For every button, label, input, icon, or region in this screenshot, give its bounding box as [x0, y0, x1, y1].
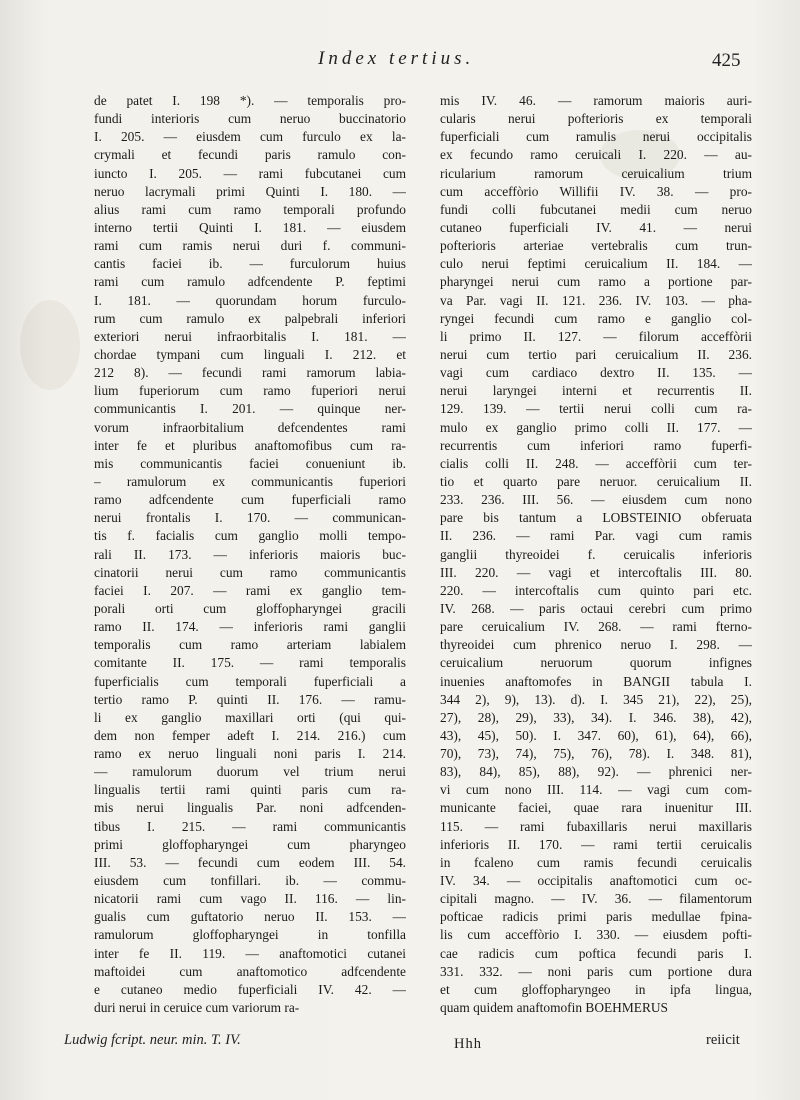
text-line: ganglii thyreoidei f. ceruicalis inferioris [440, 546, 752, 562]
text-line: fuperficiali cum ramulis nerui occipitalis [440, 129, 752, 145]
text-line: primi gloffopharyngei cum pharyngeo [94, 836, 406, 852]
text-line: cinatorii nerui cum ramo communicantis [94, 564, 406, 580]
text-line: recurrentis cum inferiori ramo fuperfi- [440, 437, 752, 453]
text-line: maftoidei cum anaftomotico adfcendente [94, 963, 406, 979]
text-line: mis IV. 46. — ramorum maioris auri- [440, 93, 752, 108]
text-line: municante faciei, quae rara inuenitur III. [440, 800, 752, 816]
text-line: et cum gloffopharyngeo in ipfa lingua, [440, 981, 752, 997]
text-line: inferioris II. 170. — rami tertii ceruicalis [440, 836, 752, 852]
text-line: II. 236. — rami Par. vagi cum ramis [440, 528, 752, 544]
text-line: pofticae radicis primi paris medullae fpina- [440, 909, 752, 925]
text-line: ex fecundo ramo ceruicali I. 220. — au- [440, 147, 752, 163]
text-line: li ex ganglio maxillari orti (qui qui- [94, 709, 406, 725]
text-line: ramo adfcendente cum fuperficiali ramo [94, 492, 406, 508]
text-line: 83), 84), 85), 88), 92). — phrenici ner- [440, 764, 752, 780]
text-line: tertio ramo P. quinti II. 176. — ramu- [94, 691, 406, 707]
text-line: 212 8). — fecundi rami ramorum labia- [94, 365, 406, 381]
text-line: ramo II. 174. — inferioris rami ganglii [94, 619, 406, 635]
text-line: inter fe II. 119. — anaftomotici cutanei [94, 945, 406, 961]
running-title: Index tertius. [318, 48, 475, 69]
text-line: IV. 268. — paris octaui cerebri cum primo [440, 600, 752, 616]
text-line: e cutaneo medio fuperficiali IV. 42. — [94, 981, 406, 997]
text-line: cutaneo fuperficiali IV. 41. — nerui [440, 219, 752, 235]
text-line: nicatorii rami cum vago II. 116. — lin- [94, 891, 406, 907]
text-line: porali orti cum gloffopharyngei gracili [94, 600, 406, 616]
text-line: lium fuperiorum cum ramo fuperiori nerui [94, 383, 406, 399]
text-line: comitante II. 175. — rami temporalis [94, 655, 406, 671]
text-line: 70), 73), 74), 75), 76), 78). I. 348. 81), [440, 746, 752, 762]
text-line: culo nerui feptimi ceruicalium II. 184. — [440, 256, 752, 272]
text-line: eiusdem cum tonfillari. ib. — commu- [94, 873, 406, 889]
text-line: iuncto I. 205. — rami fubcutanei cum [94, 165, 406, 181]
text-line: mis communicantis faciei conueniunt ib. [94, 455, 406, 471]
text-line: va Par. vagi II. 121. 236. IV. 103. — pha- [440, 292, 752, 308]
text-line: I. 181. — quorundam horum furculo- [94, 292, 406, 308]
text-line: inuenies anaftomofes in BANGII tabula I. [440, 673, 752, 689]
text-line: gualis cum guftatorio neruo II. 153. — [94, 909, 406, 925]
text-line: fuperficialis cum temporali fuperficiali a [94, 673, 406, 689]
text-line: mis nerui lingualis Par. noni adfcenden- [94, 800, 406, 816]
text-line: 344 2), 9), 13). d). I. 345 21), 22), 25), [440, 691, 752, 707]
text-line: ryngei fecundi cum ramo e ganglio col- [440, 310, 752, 326]
text-line: fundi colli fubcutanei medii cum neruo [440, 201, 752, 217]
text-line: tio et quarto pare neruor. ceruicalium II. [440, 473, 752, 489]
text-line: ricularium ramorum ceruicalium trium [440, 165, 752, 181]
text-line: – ramulorum ex communicantis fuperiori [94, 473, 406, 489]
text-line: faciei I. 207. — rami ex ganglio tem- [94, 582, 406, 598]
text-line: exteriori nerui infraorbitalis I. 181. — [94, 328, 406, 344]
text-line: li primo II. 127. — filorum acceffòrii [440, 328, 752, 344]
text-line: rali II. 173. — inferioris maioris buc- [94, 546, 406, 562]
text-line: ramulorum gloffopharyngei in tonfilla [94, 927, 406, 943]
text-line: — ramulorum duorum vel trium nerui [94, 764, 406, 780]
text-line: vagi cum cardiaco dextro II. 135. — [440, 365, 752, 381]
text-line: quam quidem anaftomofin BOEHMERUS [440, 1000, 668, 1016]
text-line: thyreoidei cum phrenico neruo I. 298. — [440, 637, 752, 653]
text-line: vi cum nono III. 114. — vagi cum com- [440, 782, 752, 798]
text-line: ceruicalium neruorum quorum infignes [440, 655, 752, 671]
text-line: in fcaleno cum ramis fecundi ceruicalis [440, 854, 752, 870]
left-text-column [94, 92, 406, 1017]
text-line: fundi interioris cum neruo buccinatorio [94, 111, 406, 127]
text-line: pare ceruicalium IV. 268. — rami fterno- [440, 619, 752, 635]
right-text-column [440, 92, 752, 1017]
text-line: III. 53. — fecundi cum eodem III. 54. [94, 854, 406, 870]
text-line: cantis faciei ib. — furculorum huius [94, 256, 406, 272]
text-line: communicantis I. 201. — quinque ner- [94, 401, 406, 417]
text-line: cae radicis cum poftica fecundi paris I. [440, 945, 752, 961]
text-line: 27), 28), 29), 33), 34). I. 346. 38), 42), [440, 709, 752, 725]
text-line: cularis nerui pofterioris ex temporali [440, 111, 752, 127]
text-line: rami cum ramulo adfcendente P. feptimi [94, 274, 406, 290]
text-line: 43), 45), 50). I. 347. 60), 61), 64), 66), [440, 727, 752, 743]
footer-signature-line: Ludwig fcript. neur. min. T. IV. [64, 1032, 241, 1048]
text-line: nerui frontalis I. 170. — communican- [94, 510, 406, 526]
text-line: tis f. facialis cum ganglio molli tempo- [94, 528, 406, 544]
text-line: cialis colli II. 248. — acceffòrii cum ter- [440, 455, 752, 471]
footer-signature-mark: Hhh [454, 1036, 482, 1052]
text-line: de patet I. 198 *). — temporalis pro- [94, 93, 406, 108]
text-line: lingualis tertii rami quinti paris cum ra- [94, 782, 406, 798]
footer-catchword: reiicit [706, 1032, 740, 1048]
text-line: rum cum ramulo ex palpebrali inferiori [94, 310, 406, 326]
text-line: 233. 236. III. 56. — eiusdem cum nono [440, 492, 752, 508]
text-line: 331. 332. — noni paris cum portione dura [440, 963, 752, 979]
paper-stain [20, 300, 80, 390]
text-line: inter fe et pluribus anaftomofibus cum ra- [94, 437, 406, 453]
page-number: 425 [712, 50, 741, 71]
text-line: 115. — rami fubaxillaris nerui maxillaris [440, 818, 752, 834]
text-line: IV. 34. — occipitalis anaftomotici cum oc- [440, 873, 752, 889]
text-line: rami cum ramis nerui duri f. communi- [94, 238, 406, 254]
text-line: pare bis tantum a LOBSTEINIO obferuata [440, 510, 752, 526]
text-line: mulo ex ganglio primo colli II. 177. — [440, 419, 752, 435]
text-line: pofterioris arteriae vertebralis cum trun- [440, 238, 752, 254]
text-line: chordae tympani cum linguali I. 212. et [94, 346, 406, 362]
text-line: alius rami cum ramo temporali profundo [94, 201, 406, 217]
text-line: pharyngei nerui cum ramo a portione par- [440, 274, 752, 290]
text-line: temporalis cum ramo arteriam labialem [94, 637, 406, 653]
text-line: ramo ex neruo linguali noni paris I. 214. [94, 746, 406, 762]
text-line: cum acceffòrio Willifii IV. 38. — pro- [440, 183, 752, 199]
text-line: crymali et fecundi paris ramulo con- [94, 147, 406, 163]
text-line: III. 220. — vagi et intercoftalis III. 80. [440, 564, 752, 580]
text-line: duri nerui in ceruice cum variorum ra- [94, 1000, 300, 1016]
text-line: 129. 139. — tertii nerui colli cum ra- [440, 401, 752, 417]
text-line: cipitali magno. — IV. 36. — filamentorum [440, 891, 752, 907]
text-line: interno tertii Quinti I. 181. — eiusdem [94, 219, 406, 235]
text-line: tibus I. 215. — rami communicantis [94, 818, 406, 834]
text-line: neruo lacrymali primi Quinti I. 180. — [94, 183, 406, 199]
text-line: nerui cum tertio pari ceruicalium II. 236. [440, 346, 752, 362]
text-line: lis cum acceffòrio I. 330. — eiusdem pofti- [440, 927, 752, 943]
text-line: dem non femper adeft I. 214. 216.) cum [94, 727, 406, 743]
text-line: vorum infraorbitalium defcendentes rami [94, 419, 406, 435]
text-line: 220. — intercoftalis cum quinto pari etc. [440, 582, 752, 598]
text-line: I. 205. — eiusdem cum furculo ex la- [94, 129, 406, 145]
text-line: nerui laryngei interni et recurrentis II. [440, 383, 752, 399]
